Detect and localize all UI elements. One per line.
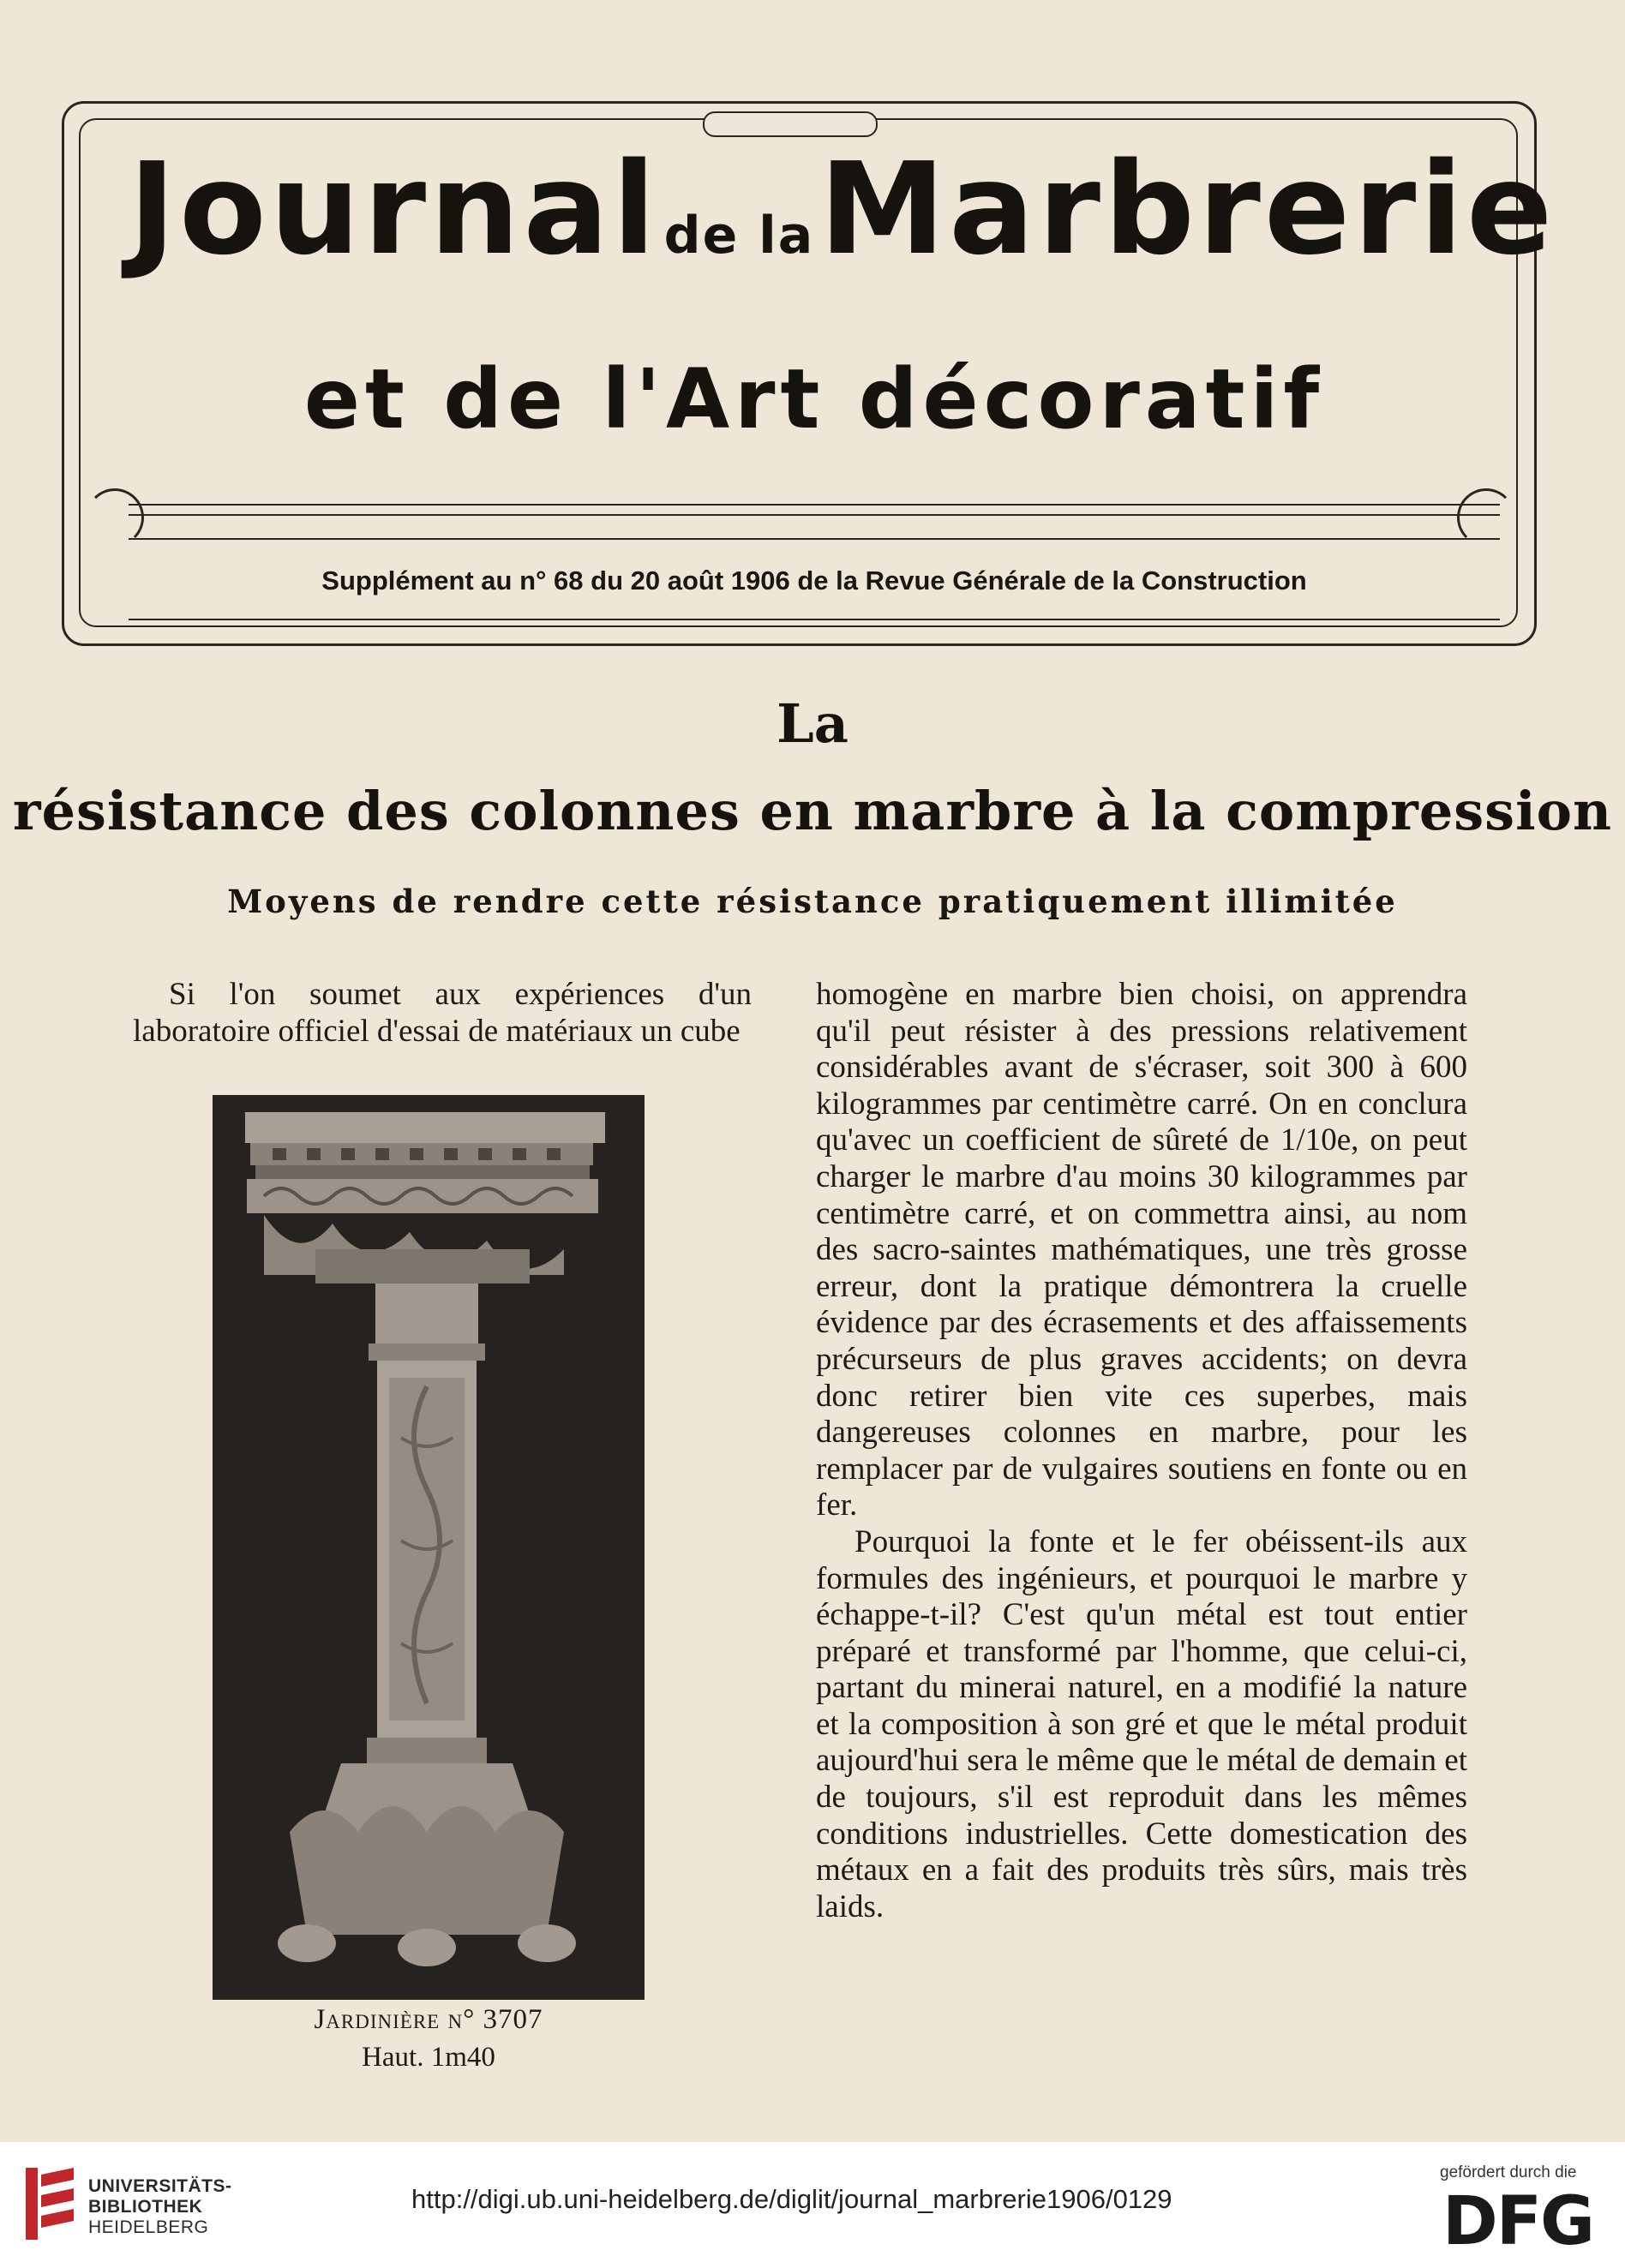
funded-by-label: gefördert durch die bbox=[1440, 2163, 1577, 2181]
source-url-link[interactable]: http://digi.ub.uni-heidelberg.de/diglit/journal_marbrerie1906/0129 bbox=[411, 2184, 1172, 2214]
library-line2: BIBLIOTHEK bbox=[88, 2197, 203, 2217]
right-column bbox=[816, 977, 1467, 1925]
dfg-logo: DFG bbox=[1442, 2183, 1594, 2260]
masthead-divider-mid bbox=[129, 538, 1500, 540]
masthead-journal: Journal bbox=[129, 135, 660, 283]
masthead-de-la: de la bbox=[663, 206, 815, 266]
right-paragraph-1: homogène en marbre bien choisi, on apprendra qu'il peut résister à des pressions relativement considérables avant de s'écraser, soit 300 à 600 kilogrammes par centimètre carré. On en conclura qu'avec un coefficient de sûreté de 1/10e, on peut charger le marbre d'au moins 30 kilogrammes par centimètre carré, et on commettra ainsi, au nom des sacro-saintes mathématiques, une très grosse erreur, dont la pratique démontrera la cruelle évidence par des écrasements et des affaissements précurseurs de plus graves accidents; on devra donc retirer bien vite ces superbes, mais dangereuses colonnes en marbre, pour les remplacer par de vulgaires soutiens en fonte ou en fer. bbox=[816, 977, 1467, 1523]
article-title-line1: La bbox=[777, 692, 848, 755]
right-curl-ornament bbox=[1457, 488, 1515, 547]
left-paragraph: Si l'on soumet aux expériences d'un laboratoire officiel d'essai de matériaux un cube bbox=[133, 977, 752, 1049]
jardiniere-illustration bbox=[213, 1095, 645, 2000]
ub-heidelberg-logo-icon bbox=[26, 2168, 74, 2240]
masthead-divider-top-2 bbox=[129, 514, 1500, 516]
left-column bbox=[133, 977, 752, 1050]
supplement-line: Supplément au n° 68 du 20 août 1906 de la Revue Générale de la Construction bbox=[321, 566, 1307, 595]
article-title-line2: résistance des colonnes en marbre à la compression bbox=[12, 780, 1613, 842]
masthead-marbrerie: Marbrerie bbox=[818, 135, 1556, 283]
library-name bbox=[88, 2176, 232, 2238]
masthead-divider-top bbox=[129, 504, 1500, 506]
article-subtitle: Moyens de rendre cette résistance pratiquement illimitée bbox=[227, 883, 1398, 920]
masthead-subtitle: et de l'Art décoratif bbox=[303, 351, 1325, 447]
library-line1: UNIVERSITÄTS- bbox=[88, 2176, 232, 2196]
jardiniere-photograph bbox=[213, 1095, 645, 2000]
library-line3: HEIDELBERG bbox=[88, 2217, 209, 2237]
right-paragraph-2: Pourquoi la fonte et le fer obéissent-ils aux formules des ingénieurs, et pourquoi le marbre y échappe-t-il? C'est qu'un métal est tout entier préparé et transformé par l'homme, que celui-ci, partant du minerai naturel, en a modifié la nature et la composition à son gré et que le métal produit aujourd'hui sera le même que le métal de demain et de toujours, s'il est reproduit dans les mêmes conditions industrielles. Cette domestication des métaux en a fait des produits très sûrs, mais très laids. bbox=[816, 1523, 1467, 1924]
caption-line2: Haut. 1m40 bbox=[362, 2042, 495, 2073]
masthead-title bbox=[129, 135, 1556, 283]
top-ornament bbox=[703, 111, 878, 137]
left-curl-ornament bbox=[86, 488, 144, 547]
masthead-divider-bottom bbox=[129, 619, 1500, 620]
photo-caption bbox=[213, 2001, 645, 2076]
caption-line1: Jardinière n° 3707 bbox=[314, 2004, 543, 2035]
